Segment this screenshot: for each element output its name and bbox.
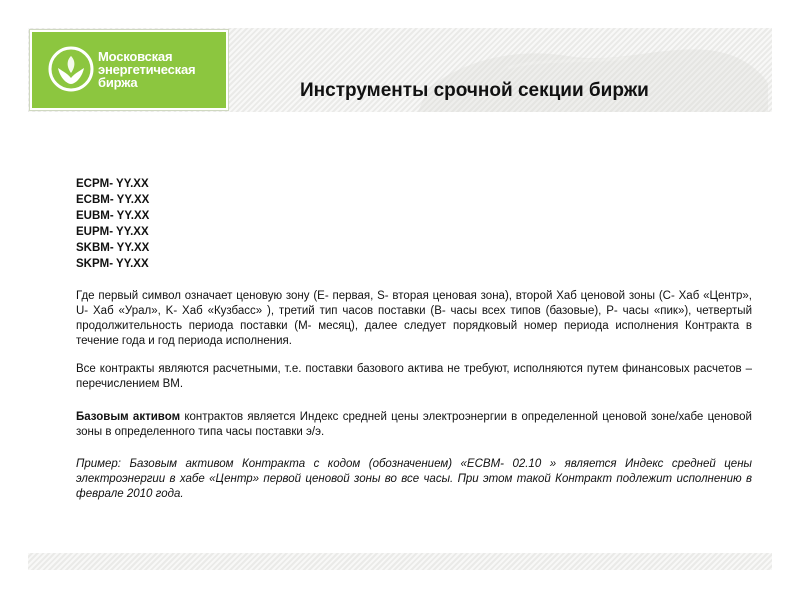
settlement-paragraph: Все контракты являются расчетными, т.е. поставки базового актива не требуют, исполняются путем финансовых расчетов – перечислением ВМ. [76, 363, 752, 390]
contract-code: EUPM- YY.XX [76, 226, 149, 238]
contract-code: EUBM- YY.XX [76, 210, 150, 222]
contract-code: ECBM- YY.XX [76, 194, 150, 206]
page-title: Инструменты срочной секции биржи [300, 80, 649, 101]
leaf-logo-icon [48, 46, 94, 92]
example-paragraph: Пример: Базовым активом Контракта с кодом (обозначением) «ECBM- 02.10 » является Индекс средней цены электроэнергии в хабе «Центр» первой ценовой зоны во все часы. При этом такой Контракт подлежит исполнению в феврале 2010 года. [76, 458, 752, 500]
logo-line-2: энергетическая [98, 62, 196, 77]
logo-wordmark [98, 50, 195, 89]
footer-band [28, 553, 772, 570]
code-explanation-paragraph: Где первый символ означает ценовую зону (E- первая, S- вторая ценовая зона), второй Хаб ценовой зоны (C- Хаб «Центр», U- Хаб «Урал», K- Хаб «Кузбасс» ), третий тип часов поставки (B- часы всех типов (базовые), P- часы «пик»), четвертый продолжительность периода поставки (M- месяц), далее следует порядковый номер периода исполнения Контракта в течение года и год периода исполнения. [76, 290, 752, 347]
contract-code: SKPM- YY.XX [76, 258, 149, 270]
contract-code-list [76, 176, 149, 272]
base-asset-term: Базовым активом [76, 411, 181, 423]
contract-code: ECPM- YY.XX [76, 178, 149, 190]
base-asset-paragraph [76, 410, 752, 440]
logo-line-3: биржа [98, 75, 138, 90]
brand-logo [30, 30, 228, 110]
base-asset-text: контрактов является Индекс средней цены электроэнергии в определенной ценовой зоне/хабе ценовой зоны в определенного типа часы поставки э/э. [76, 411, 752, 438]
contract-code: SKBM- YY.XX [76, 242, 150, 254]
logo-line-1: Московская [98, 49, 173, 64]
